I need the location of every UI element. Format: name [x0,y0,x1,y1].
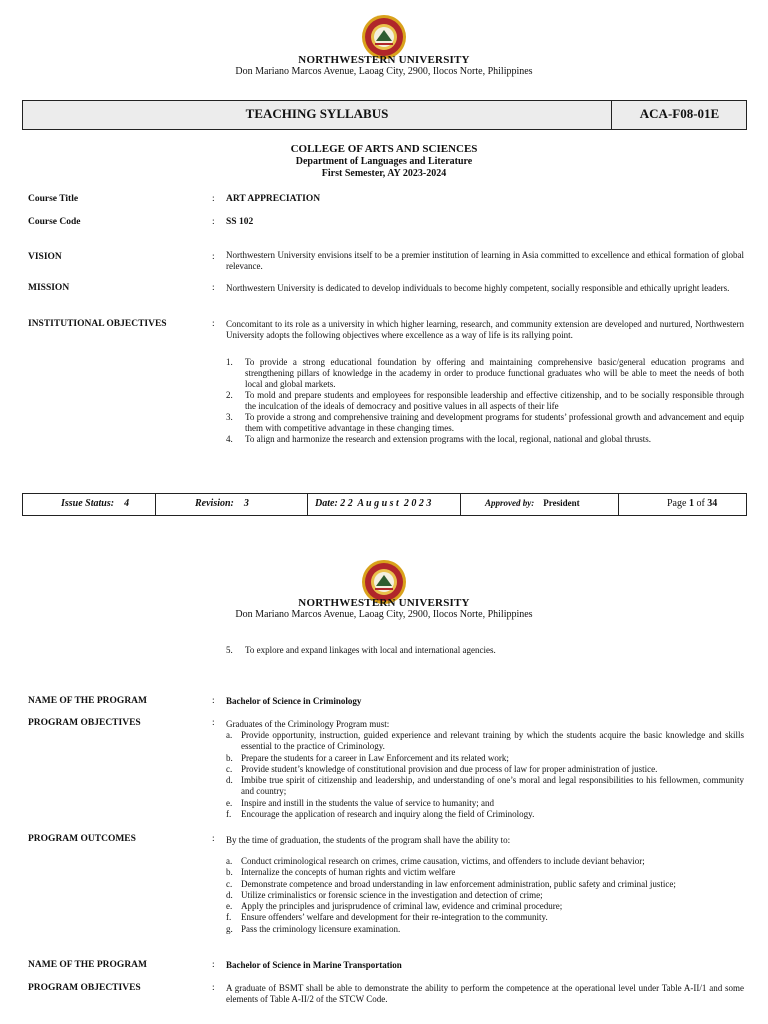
colon: : [212,217,215,227]
list-item: 4. To align and harmonize the research and extension programs with the local, regional, national and global thrusts. [226,434,651,444]
mission-text: Northwestern University is dedicated to develop individuals to become highly competent, socially responsible and ethically upright leaders. [226,283,730,293]
colon: : [212,696,215,706]
program-name-value: Bachelor of Science in Marine Transportation [226,960,402,970]
program-outcomes-label: PROGRAM OUTCOMES [28,834,136,844]
colon: : [212,834,215,844]
program-outcomes-list [226,856,744,935]
list-item: g. Pass the criminology licensure examination. [226,923,401,934]
institutional-objectives-list [226,357,744,445]
university-name: NORTHWESTERN UNIVERSITY [298,597,470,609]
list-item: 1. To provide a strong educational foundation by offering and maintaining comprehensive basic/general education programs and strengthening pillars of knowledge in the academy in order to produce functional graduates who will be able to meet the needs of both local and global markets. [226,357,744,389]
colon: : [212,983,215,993]
list-item: d. Utilize criminalistics or forensic science in the investigation and detection of crime; [226,889,543,900]
list-item: b. Prepare the students for a career in Law Enforcement and its related work; [226,752,509,763]
approved-by: Approved by: President [485,498,580,508]
program-objectives-label: PROGRAM OBJECTIVES [28,983,141,993]
list-item: c. Provide student’s knowledge of constitutional provision and due process of law for proper administration of justice. [226,763,658,774]
program-objectives-intro: Graduates of the Criminology Program must: [226,719,390,729]
list-item: b. Internalize the concepts of human rights and victim welfare [226,867,456,878]
university-address: Don Mariano Marcos Avenue, Laoag City, 2900, Ilocos Norte, Philippines [235,66,533,77]
list-item: 2. To mold and prepare students and employees for responsible leadership and effective citizenship, and to be socially responsible through the inculcation of the ideals of democracy and positive values in all aspects of their life [226,390,744,411]
syllabus-title: TEACHING SYLLABUS [245,106,389,121]
document-footer [22,493,747,516]
list-item: 3. To provide a strong and comprehensive training and development programs for students’ professional growth and advancement and equip them with competitive advantage in these changing times. [226,412,744,433]
list-item: a. Provide opportunity, instruction, guided experience and relevant training by which the students acquire the basic knowledge and skills essential to the practice of Criminology. [226,730,744,752]
institutional-objectives-label: INSTITUTIONAL OBJECTIVES [28,319,167,329]
mission-label: MISSION [28,283,70,293]
colon: : [212,252,215,262]
program-objectives-list [226,730,744,820]
program-name-label: NAME OF THE PROGRAM [28,696,148,706]
vision-label: VISION [28,252,62,262]
institutional-objectives-intro: Concomitant to its role as a university in which higher learning, research, and community extension are developed and nurtured, Northwestern University adopts the following objectives where excellence as a way of life is its rallying point. [226,319,744,340]
program-objectives-label: PROGRAM OBJECTIVES [28,718,141,728]
page-number: Page 1 of 34 [667,498,718,509]
program-outcomes-intro: By the time of graduation, the students of the program shall have the ability to: [226,835,511,845]
institutional-objectives-list-continued [226,645,744,656]
department-name: Department of Languages and Literature [295,156,473,167]
list-item: e. Apply the principles and jurisprudence of criminal law, evidence and criminal procedure; [226,901,563,912]
form-code: ACA-F08-01E [639,106,720,121]
list-item: c. Demonstrate competence and broad understanding in law enforcement administration, public safety and criminal justice; [226,878,676,889]
colon: : [212,194,215,204]
date: Date: 2 2 A u g u s t 2 0 2 3 [315,498,432,509]
list-item: f. Ensure offenders’ welfare and development for their re-integration to the community. [226,912,548,923]
revision: Revision: 3 [195,498,249,509]
semester-label: First Semester, AY 2023-2024 [321,168,447,179]
list-item: f. Encourage the application of research and inquiry along the field of Criminology. [226,809,535,820]
colon: : [212,319,215,329]
colon: : [212,718,215,728]
program-objectives-text: A graduate of BSMT shall be able to demonstrate the ability to perform the competence at the operational level under Table A-II/1 and some elements of Table A-II/2 of the STCW Code. [226,983,744,1004]
program-name-value: Bachelor of Science in Criminology [226,696,362,706]
course-title-label: Course Title [28,194,79,204]
program-name-label: NAME OF THE PROGRAM [28,960,148,970]
vision-text: Northwestern University envisions itself to be a premier institution of learning in Asia committed to excellence and ethical formation of global relevance. [226,250,744,271]
list-item: a. Conduct criminological research on crimes, crime causation, victims, and offenders to include deviant behavior; [226,856,645,866]
issue-status: Issue Status: 4 [61,498,130,509]
course-title-value: ART APPRECIATION [226,194,321,204]
college-name: COLLEGE OF ARTS AND SCIENCES [290,143,478,155]
course-code-value: SS 102 [226,217,254,227]
colon: : [212,960,215,970]
syllabus-title-bar [22,100,747,130]
university-name: NORTHWESTERN UNIVERSITY [298,54,470,66]
course-code-label: Course Code [28,217,81,227]
list-item: 5. To explore and expand linkages with local and international agencies. [226,645,496,655]
list-item: e. Inspire and instill in the students the value of service to humanity; and [226,797,494,808]
university-address: Don Mariano Marcos Avenue, Laoag City, 2900, Ilocos Norte, Philippines [235,609,533,620]
colon: : [212,283,215,293]
list-item: d. Imbibe true spirit of citizenship and leadership, and understanding of one’s moral and legal responsibilities to his fellowmen, community and country; [226,775,744,797]
